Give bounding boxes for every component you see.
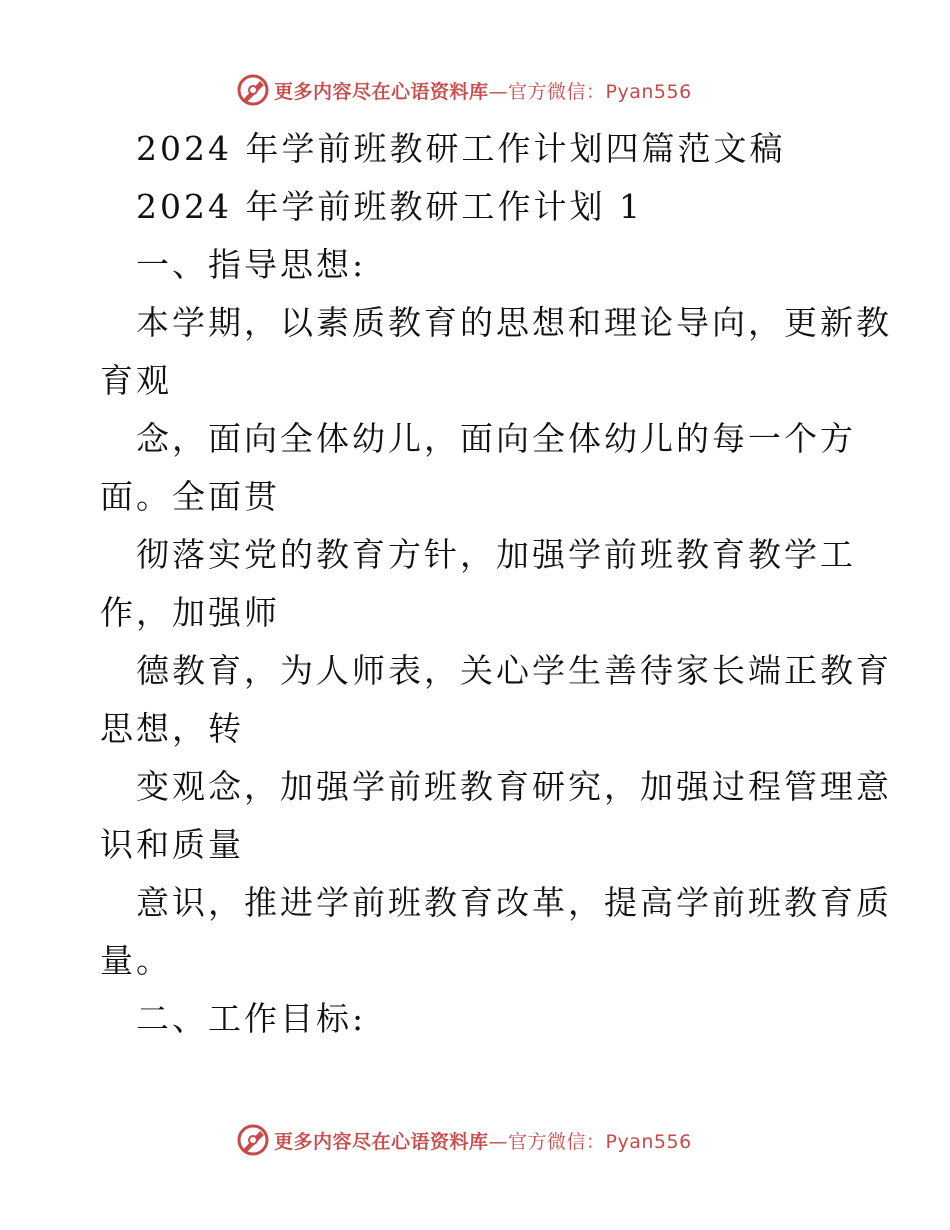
paragraph-line: 育观 [100,361,172,400]
paragraph-line: 识和质量 [100,825,244,864]
paragraph-line: 念，面向全体幼儿，面向全体幼儿的每一个方 [136,419,856,458]
paragraph-line: 思想，转 [100,709,244,748]
heading-guiding-ideology: 一、指导思想: [136,245,367,284]
banner-text: 更多内容尽在心语资料库—官方微信：Pyan556 [274,1130,692,1153]
header-banner [236,70,716,110]
paragraph-line: 意识，推进学前班教育改革，提高学前班教育质 [136,883,892,922]
heading-work-goals: 二、工作目标: [136,999,367,1038]
banner-text: 更多内容尽在心语资料库—官方微信：Pyan556 [274,80,692,103]
section-title: 2024 年学前班教研工作计划 1 [136,187,643,226]
paragraph-line: 面。全面贯 [100,477,280,516]
paragraph-line: 作，加强师 [100,593,280,632]
paragraph-line: 本学期，以素质教育的思想和理论导向，更新教 [136,303,892,342]
pen-logo-icon [236,73,270,107]
document-title: 2024 年学前班教研工作计划四篇范文稿 [136,129,786,168]
footer-banner [236,1120,716,1160]
paragraph-line: 彻落实党的教育方针，加强学前班教育教学工 [136,535,856,574]
paragraph-line: 德教育，为人师表，关心学生善待家长端正教育 [136,651,892,690]
paragraph-line: 变观念，加强学前班教育研究，加强过程管理意 [136,767,892,806]
document-body [100,120,892,1048]
pen-logo-icon [236,1123,270,1157]
paragraph-line: 量。 [100,941,172,980]
